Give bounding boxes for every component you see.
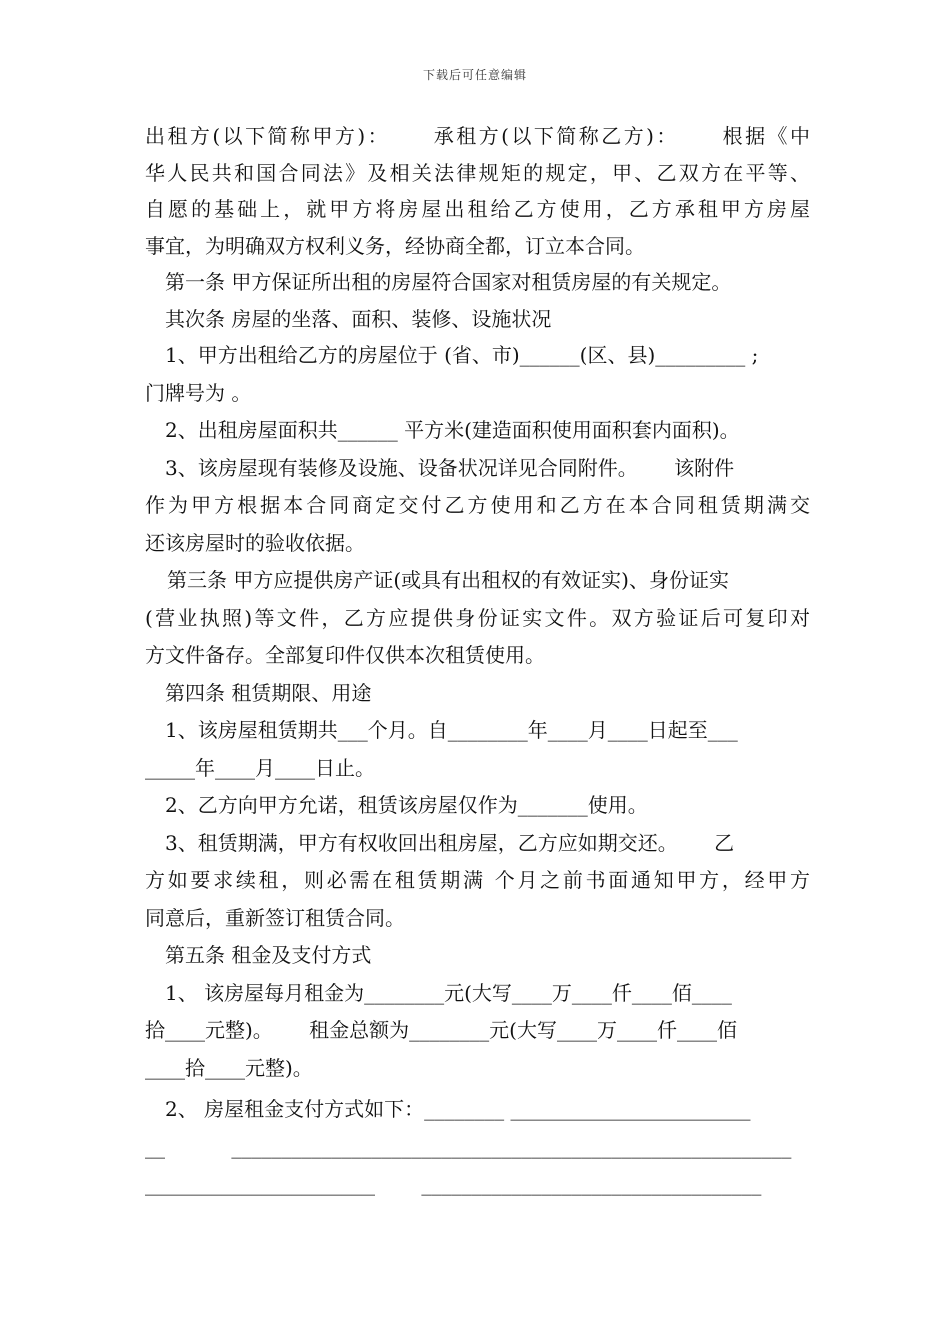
- article-2-heading: 其次条 房屋的坐落、面积、装修、设施状况: [165, 306, 552, 331]
- article-4-item-3-line-2: 方如要求续租，则必需在租赁期满 个月之前书面通知甲方，经甲方: [145, 868, 810, 892]
- article-3-line-3: 方文件备存。全部复印件仅供本次租赁使用。: [145, 643, 545, 667]
- page-header: 下载后可任意编辑: [422, 68, 527, 82]
- article-4-item-1-line-2: _____年____月____日止。: [145, 755, 375, 780]
- article-5-item-2-line-2: __ ________________________________________________________: [145, 1134, 792, 1159]
- article-2-item-3-line-1: 3、该房屋现有装修及设施、设备状况详见合同附件。 该附件: [165, 455, 735, 480]
- article-2-item-3-line-3: 还该房屋时的验收依据。: [145, 530, 365, 555]
- article-5-item-1-line-1: 1、 该房屋每月租金为________元(大写____万____仟____佰____: [165, 980, 732, 1005]
- article-4-heading: 第四条 租赁期限、用途: [165, 680, 372, 705]
- article-2-item-3-line-2: 作为甲方根据本合同商定交付乙方使用和乙方在本合同租赁期满交: [145, 493, 810, 517]
- article-5-item-2-line-1: 2、 房屋租金支付方式如下：________ ________________________: [165, 1097, 751, 1121]
- paragraph-intro-line-4: 事宜，为明确双方权利义务，经协商全都，订立本合同。: [145, 233, 645, 258]
- article-5-item-1-line-2: 拾____元整)。 租金总额为________元(大写____万____仟____佰: [145, 1018, 737, 1042]
- article-5-heading: 第五条 租金及支付方式: [165, 943, 372, 967]
- paragraph-intro-line-1: 出租方(以下简称甲方)： 承租方(以下简称乙方)： 根据《中: [145, 124, 810, 148]
- article-5-item-2-line-3: _______________________ __________________________________: [145, 1172, 762, 1196]
- article-3-line-2: (营业执照)等文件，乙方应提供身份证实文件。双方验证后可复印对: [145, 605, 810, 630]
- article-4-item-2-line: 2、乙方向甲方允诺，租赁该房屋仅作为_______使用。: [165, 793, 648, 817]
- contract-body: [145, 118, 810, 1204]
- paragraph-intro-line-3: 自愿的基础上，就甲方将房屋出租给乙方使用，乙方承租甲方房屋: [145, 197, 810, 221]
- paragraph-intro-line-2: 华人民共和国合同法》及相关法律规矩的规定，甲、乙双方在平等、: [145, 160, 810, 185]
- article-5-item-1-line-3: ____拾____元整)。: [145, 1055, 313, 1080]
- article-4-item-1-line-1: 1、该房屋租赁期共___个月。自________年____月____日起至___: [165, 718, 738, 742]
- article-2-item-1-line-1: 1、甲方出租给乙方的房屋位于 (省、市)______(区、县)_________ ;: [165, 343, 759, 367]
- article-1-line: 第一条 甲方保证所出租的房屋符合国家对租赁房屋的有关规定。: [165, 270, 732, 294]
- article-4-item-3-line-1: 3、租赁期满，甲方有权收回出租房屋，乙方应如期交还。 乙: [165, 830, 735, 855]
- article-2-item-2-line: 2、出租房屋面积共______ 平方米(建造面积使用面积套内面积)。: [165, 418, 740, 442]
- article-3-line-1: 第三条 甲方应提供房产证(或具有出租权的有效证实)、身份证实: [167, 568, 729, 592]
- article-2-item-1-line-2: 门牌号为 。: [145, 380, 252, 405]
- article-4-item-3-line-3: 同意后，重新签订租赁合同。: [145, 905, 405, 930]
